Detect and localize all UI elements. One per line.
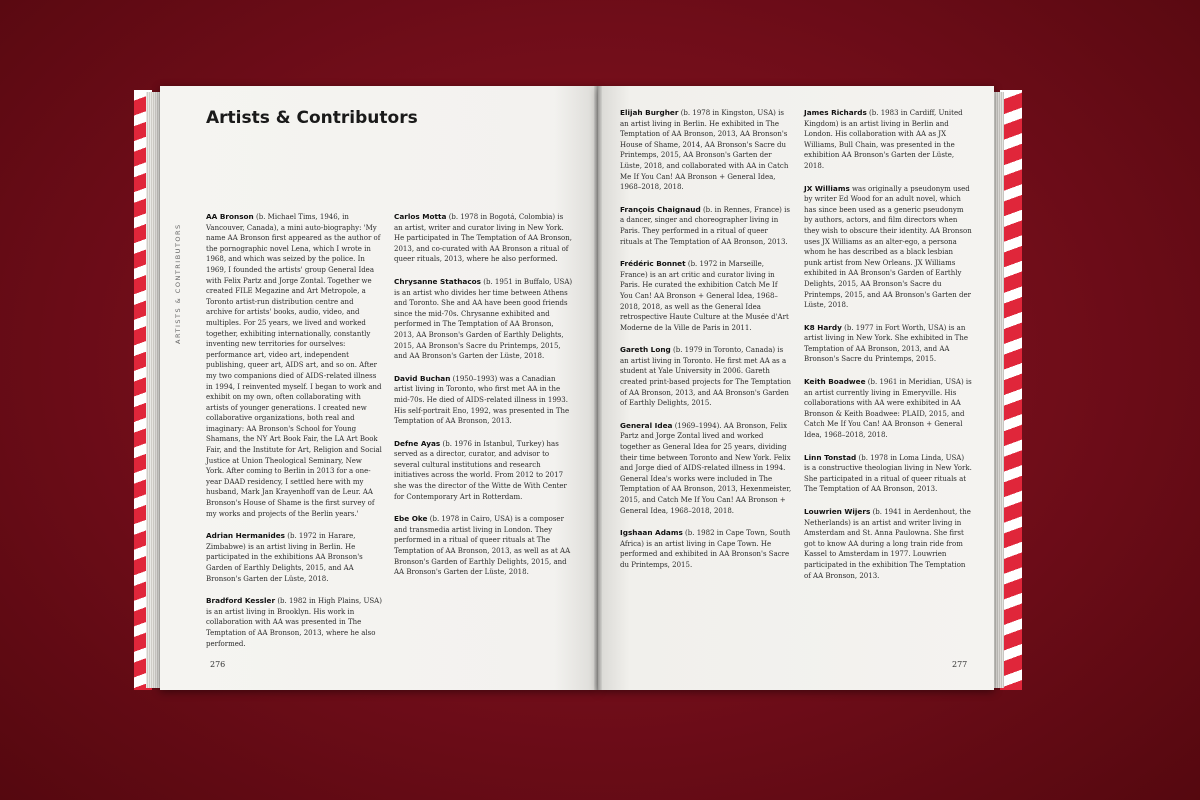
contributor-entry	[206, 596, 382, 649]
contributor-entry	[620, 108, 792, 193]
contributor-name: Keith Boadwee	[804, 377, 866, 387]
page-number-left: 276	[210, 660, 226, 669]
contributor-entry	[620, 259, 792, 333]
right-column-1	[620, 108, 792, 583]
contributor-name: Carlos Motta	[394, 212, 447, 221]
contributor-bio: was originally a pseudonym used by writer Ed Wood for an adult novel, which has since been used as a generic pseudonym by authors, actors, and film directors when they wish to obscure their identity. AA Bronson uses JX Williams as an alter-ego, a persona whom he has described as a black lesbian punk artist from New Orleans. JX Williams exhibited in AA Bronson's Garden of Earthly Delights, 2015, AA Bronson's Sacre du Printemps, 2015, and AA Bronson's Garten der Lüste, 2018.	[804, 184, 972, 310]
contributor-bio: (1950–1993) was a Canadian artist living in Toronto, who first met AA in the mid-70s. He died of AIDS-related illness in 1993. His self-portrait Eno, 1992, was presented in The Temptation of AA Bronson, 2013.	[394, 374, 570, 426]
contributor-name: Bradford Kessler	[206, 596, 276, 606]
contributor-entry	[394, 212, 574, 265]
contributor-bio: (b. 1982 in Cape Town, South Africa) is an artist living in Cape Town. He performed and exhibited in AA Bronson's Sacre du Printemps, 2015.	[620, 529, 791, 569]
contributor-bio: (b. 1983 in Cardiff, United Kingdom) is an artist living in Berlin and London. His collaboration with AA as JX Williams, Bull Chain, was presented in the exhibition AA Bronson's Garten der Lüste, 2018.	[804, 109, 963, 170]
contributor-bio: (b. in Rennes, France) is a dancer, singer and choreographer living in Paris. They performed in a ritual of queer rituals at The Temptation of AA Bronson, 2013.	[620, 205, 790, 246]
page-edges-right	[994, 92, 1004, 688]
contributor-bio: (b. 1977 in Fort Worth, USA) is an artist living in New York. She exhibited in The Temptation of AA Bronson, 2013, and AA Bronson's Sacre du Printemps, 2015.	[804, 323, 968, 364]
contributor-entry	[620, 205, 792, 247]
page-edges-left	[146, 92, 160, 688]
contributor-bio: (b. 1941 in Aerdenhout, the Netherlands) is an artist and writer living in Amsterdam and St. Anna Paulowna. She first got to know AA during a long train ride from Kassel to Amsterdam in 1977. Louwrien participated in the exhibition The Temptation of AA Bronson, 2013.	[804, 508, 971, 580]
contributor-name: K8 Hardy	[804, 322, 842, 332]
contributor-name: Linn Tonstad	[804, 452, 857, 462]
contributor-bio: (b. 1978 in Kingston, USA) is an artist living in Berlin. He exhibited in The Temptation of AA Bronson, 2013, AA Bronson's House of Shame, 2014, AA Bronson's Sacre du Printemps, 2015, AA Bronson's Garten der Lüste, 2018, and collaborated with AA in Catch Me If You Can! AA Bronson + General Idea, 1968–2018, 2018.	[620, 109, 789, 192]
right-column-2	[804, 108, 972, 593]
contributor-bio: (b. 1961 in Meridian, USA) is an artist currently living in Emeryville. His collaborations with AA were exhibited in AA Bronson & Keith Boadwee: PLAID, 2015, and Catch Me If You Can! AA Bronson + General Idea, 1968–2018, 2018.	[804, 378, 972, 440]
contributor-entry	[804, 323, 972, 365]
contributor-bio: (b. 1979 in Toronto, Canada) is an artist living in Toronto. He first met AA as a student at Yale University in 2006. Gareth created print-based projects for The Temptation of AA Bronson, 2013, and AA Bronson's Garden of Earthly Delights, 2015.	[620, 346, 792, 408]
contributor-name: AA Bronson	[206, 212, 254, 221]
contributor-entry	[394, 514, 574, 578]
contributor-name: Chrysanne Stathacos	[394, 276, 482, 286]
contributor-bio: (b. 1951 in Buffalo, USA) is an artist who divides her time between Athens and Toronto. She and AA have been good friends since the mid-70s. Chrysanne exhibited and performed in The Temptation of AA Bronson, 2013, AA Bronson's Garden of Earthly Delights, 2015, AA Bronson's Sacre du Printemps, 2015, and AA Bronson's Garten der Lüste, 2018.	[394, 277, 573, 361]
contributor-name: Igshaan Adams	[620, 528, 683, 538]
contributor-bio: (b. 1978 in Cairo, USA) is a composer and transmedia artist living in London. They performed in a ritual of queer rituals at The Temptation of AA Bronson, 2013, as well as at AA Bronson's Garden of Earthly Delights, 2015, and AA Bronson's Garten der Lüste, 2018.	[394, 515, 571, 577]
book-gutter	[594, 86, 602, 690]
contributor-bio: (b. 1972 in Harare, Zimbabwe) is an artist living in Berlin. He participated in the exhibitions AA Bronson's Garden of Earthly Delights, 2015, and AA Bronson's Garten der Lüste, 2018.	[206, 532, 363, 583]
contributor-name: Frédéric Bonnet	[620, 259, 686, 269]
contributor-bio: (b. 1978 in Loma Linda, USA) is a constructive theologian living in New York. She participated in a ritual of queer rituals at The Temptation of AA Bronson, 2013.	[804, 453, 972, 494]
contributor-bio: (b. 1972 in Marseille, France) is an art critic and curator living in Paris. He curated the exhibition Catch Me If You Can! AA Bronson + General Idea, 1968–2018, 2018, as well as the General Idea retrospective Haute Culture at the Musée d'Art Moderne de la Ville de Paris in 2011.	[620, 260, 789, 332]
contributor-entry	[394, 374, 574, 427]
contributor-bio: (b. Michael Tims, 1946, in Vancouver, Canada), a mini auto-biography: 'My name AA Bronson first appeared as the author of the pornographic novel Lena, which I wrote in 1968, and which was seized by the police. In 1969, I founded the artists' group General Idea with Felix Partz and Jorge Zontal. Together we created FILE Megazine and Art Metropole, a Toronto artist-run distribution centre and archive for artists' books, audio, video, and multiples. For 25 years, we lived and worked together, exhibiting internationally, constantly inventing new territories for ourselves: performance art, video art, independent publishing, queer art, AIDS art, and so on. After my two companions died of AIDS-related illness in 1994, I reinvented myself. I began to work and exhibit on my own, often collaborating with artists of younger generations. I created new collaborative organizations, both real and imaginary: AA Bronson's School for Young Shamans, the NY Art Book Fair, the LA Art Book Fair, and the Institute for Art, Religion and Social Justice at Union Theological Seminary, New York. After coming to Berlin in 2013 for a one-year DAAD residency, I settled here with my husband, Mark Jan Krayenhoff van de Leur. AA Bronson's House of Shame is the first survey of my works and projects of the Berlin years.'	[206, 213, 382, 518]
page-title: Artists & Contributors	[206, 108, 418, 128]
contributor-entry	[804, 507, 972, 581]
contributor-name: Gareth Long	[620, 345, 671, 355]
page-number-right: 277	[952, 660, 968, 669]
contributor-bio: (b. 1982 in High Plains, USA) is an artist living in Brooklyn. His work in collaboration with AA was presented in The Temptation of AA Bronson, 2013, where he also performed.	[206, 597, 382, 648]
contributor-bio: (b. 1978 in Bogotá, Colombia) is an artist, writer and curator living in New York. He participated in The Temptation of AA Bronson, 2013, and co-curated with AA Bronson a ritual of queer rituals, 2013, where he also performed.	[394, 213, 573, 264]
contributor-name: Louwrien Wijers	[804, 507, 871, 516]
contributor-entry	[206, 212, 382, 519]
contributor-entry	[394, 439, 574, 503]
contributor-name: JX Williams	[804, 183, 850, 193]
contributor-name: Adrian Hermanides	[206, 531, 286, 541]
contributor-name: David Buchan	[394, 373, 451, 383]
contributor-name: Defne Ayas	[394, 438, 441, 448]
contributor-entry	[620, 345, 792, 409]
contributor-name: Elijah Burgher	[620, 108, 679, 117]
contributor-entry	[620, 528, 792, 570]
contributor-name: General Idea	[620, 420, 673, 430]
contributor-entry	[394, 277, 574, 362]
contributor-name: François Chaignaud	[620, 204, 701, 214]
contributor-entry	[804, 108, 972, 172]
contributor-bio: (1969–1994). AA Bronson, Felix Partz and Jorge Zontal lived and worked together as General Idea for 25 years, dividing their time between Toronto and New York. Felix and Jorge died of AIDS-related illness in 1994. General Idea's works were included in The Temptation of AA Bronson, 2013, Hexenmeister, 2015, and Catch Me If You Can! AA Bronson + General Idea, 1968–2018, 2018.	[620, 421, 792, 515]
contributor-bio: (b. 1976 in Istanbul, Turkey) has served as a director, curator, and advisor to several cultural institutions and research initiatives across the world. From 2012 to 2017 she was the director of the Witte de With Center for Contemporary Art in Rotterdam.	[394, 439, 567, 501]
contributor-name: Ebe Oke	[394, 514, 428, 524]
contributor-entry	[804, 453, 972, 495]
contributor-entry	[620, 421, 792, 516]
contributor-entry	[804, 184, 972, 311]
running-header: ARTISTS & CONTRIBUTORS	[174, 223, 182, 344]
left-column-2	[394, 212, 574, 590]
left-column-1	[206, 212, 382, 661]
contributor-name: James Richards	[804, 108, 867, 117]
contributor-entry	[206, 531, 382, 584]
contributor-entry	[804, 377, 972, 441]
